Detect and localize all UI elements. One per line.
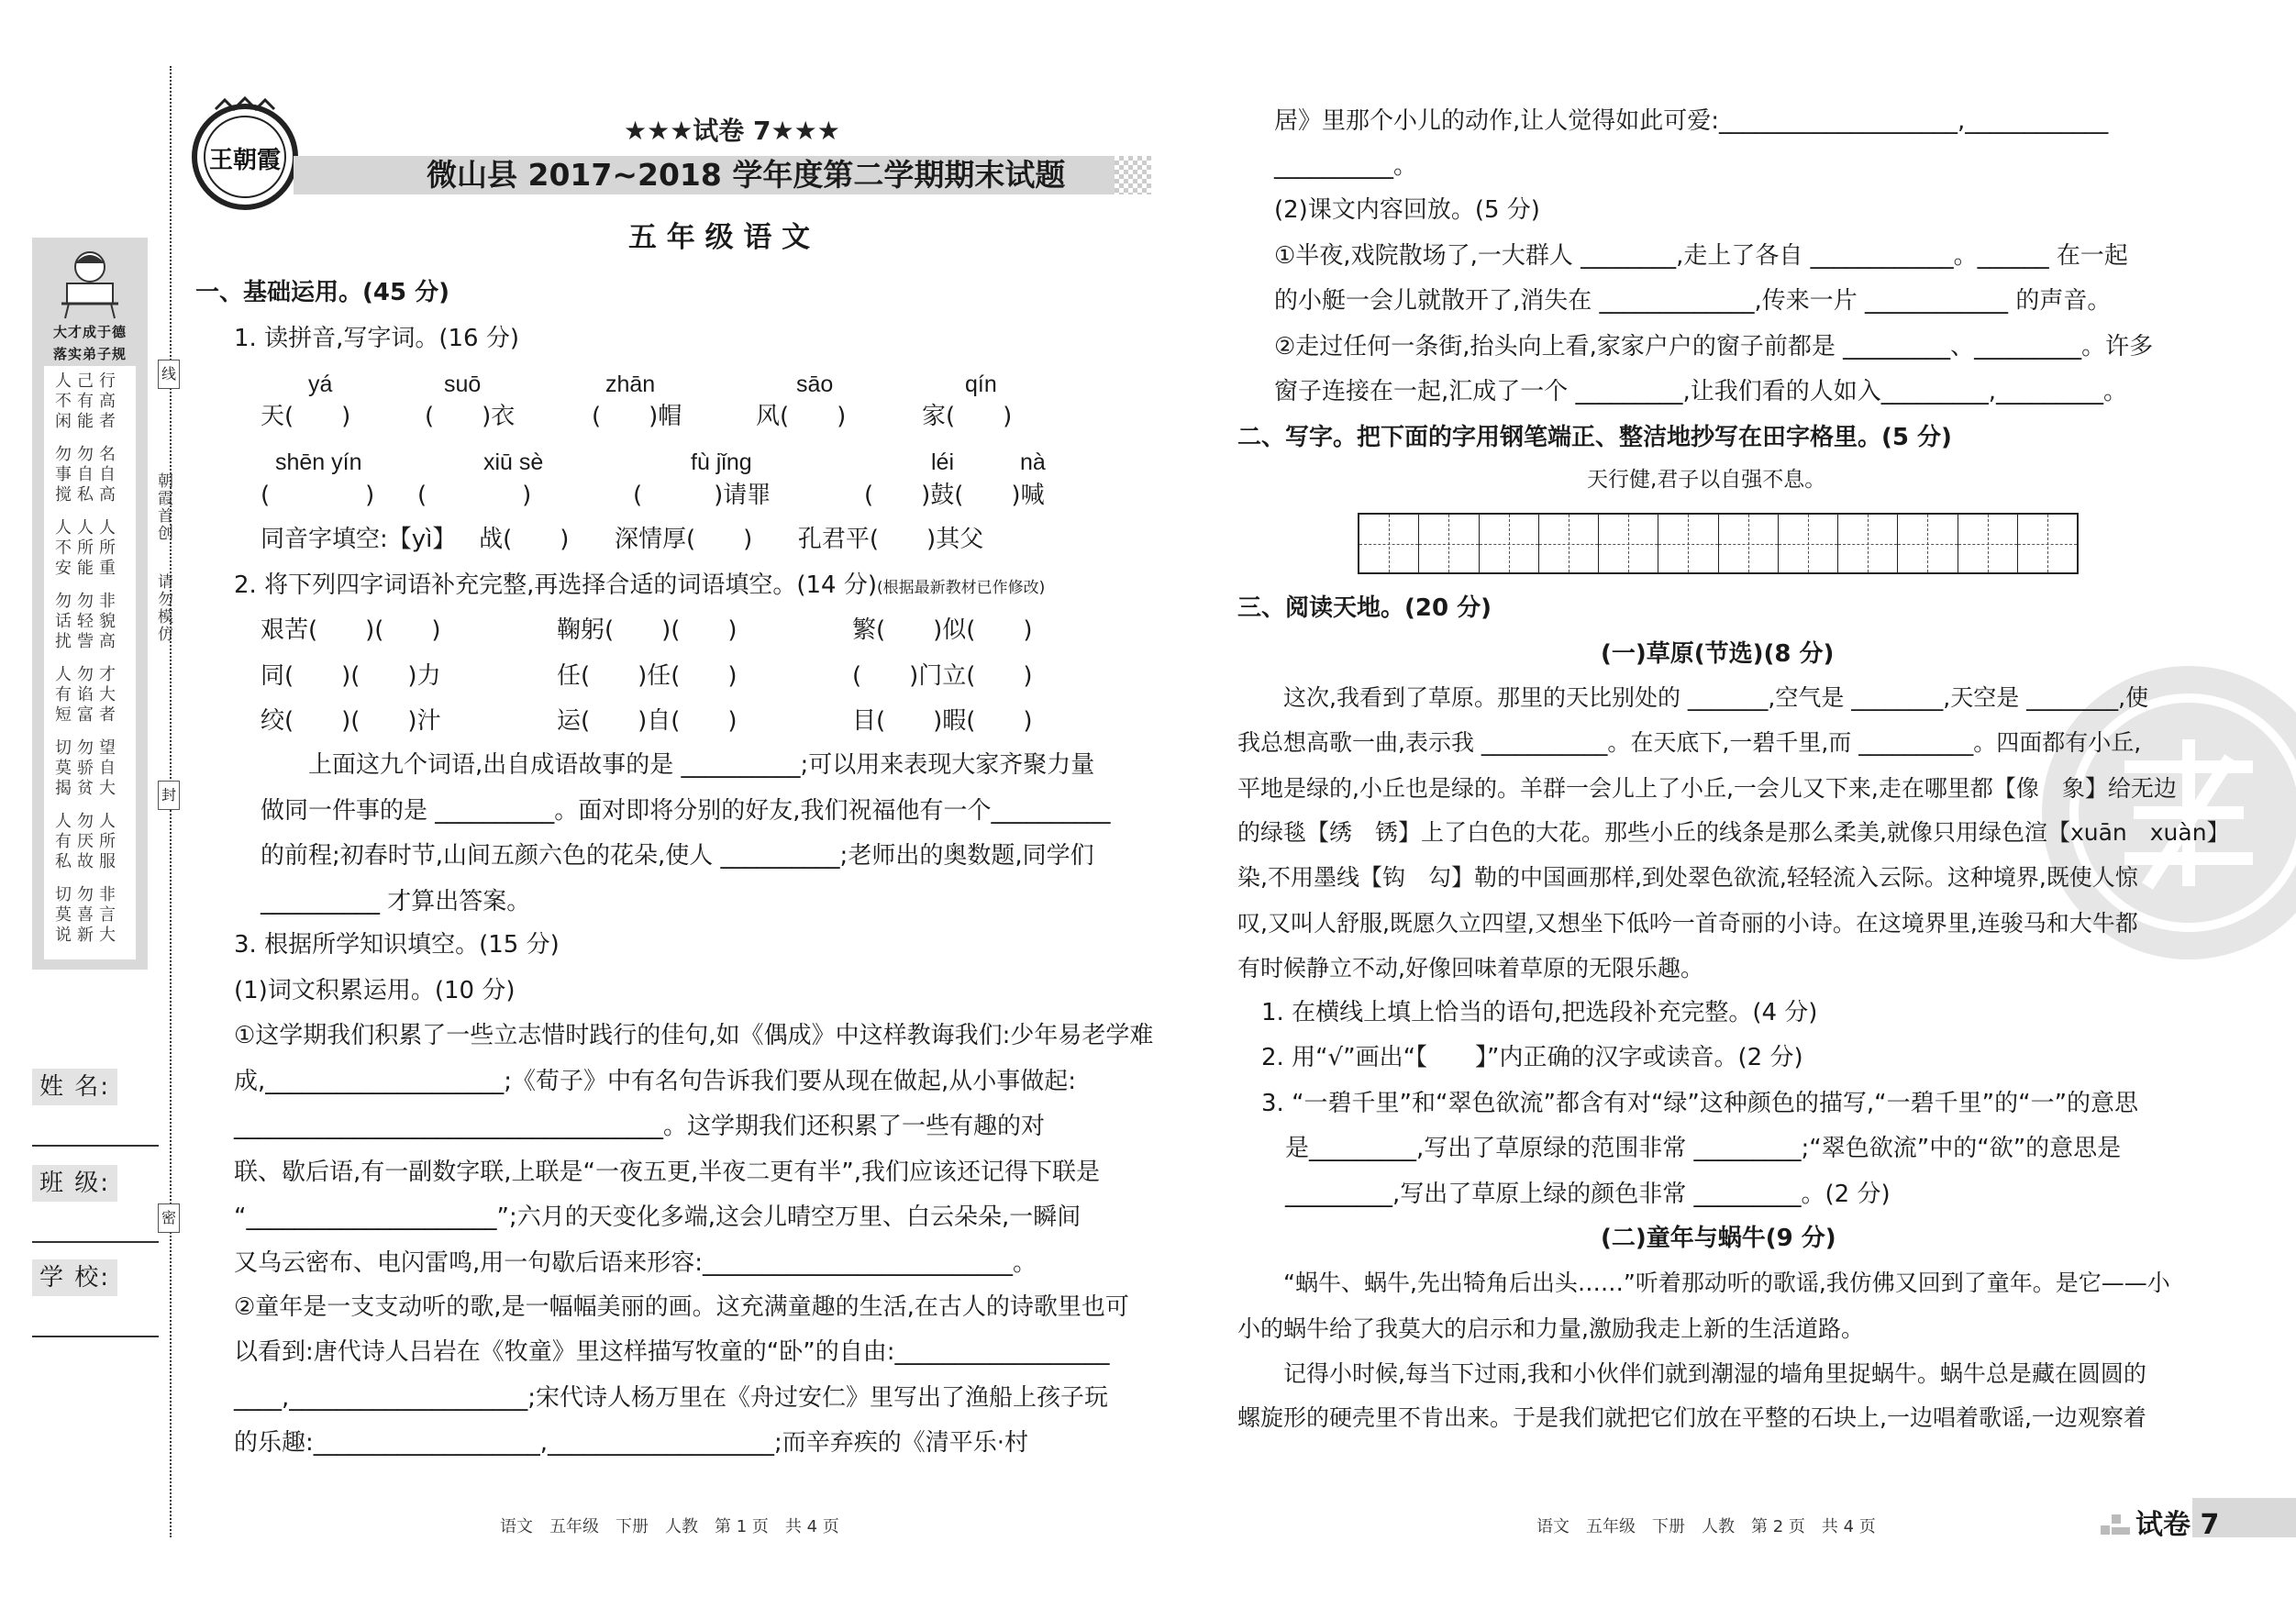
banner-pattern <box>1115 156 1151 194</box>
text-line: 上面这九个词语,出自成语故事的是 __________;可以用来表现大家齐聚力量 <box>261 751 1095 779</box>
paper-label: ★★★试卷 7★★★ <box>624 116 840 146</box>
rule-group: 勿勿名 事自自 搅私高 <box>55 445 121 505</box>
text-line[interactable]: 的绿毯【绣 锈】上了白色的大花。那些小丘的线条是那么柔美,就像只用绿色渲【xuān xuàn】 <box>1237 819 2230 846</box>
pinyin: suō <box>444 372 482 397</box>
text-line: 成,____________________;《荀子》中有名句告诉我们要从现在做起,从小事做起: <box>234 1068 1077 1095</box>
rule-group: 人己行 不有高 闲能者 <box>55 372 121 431</box>
idiom[interactable]: 运( )自( ) <box>557 707 738 735</box>
paper-tag-label: 试卷 7 <box>2135 1509 2220 1541</box>
seal-mark-seal: 封 <box>158 781 180 810</box>
publisher-logo <box>188 96 307 216</box>
seal-mark-secret: 密 <box>158 1203 180 1233</box>
rule-group: 人勿人 有厌所 私故服 <box>55 812 121 871</box>
vertical-note-1: 朝霞首创 <box>154 472 172 542</box>
text-line: 的乐趣:___________________,___________________;而辛弃疾的《清平乐·村 <box>234 1429 1029 1457</box>
idiom[interactable]: 任( )任( ) <box>557 662 738 690</box>
text-line: 我总想高歌一曲,表示我 ___________。在天底下,一碧千里,而 __________。四面都有小丘, <box>1237 729 2142 756</box>
grid-cell[interactable] <box>1658 515 1718 572</box>
text-line: ①半夜,戏院散场了,一大群人 ________,走上了各自 ____________。______ 在一起 <box>1274 242 2128 270</box>
seal-mark-line: 线 <box>158 360 180 389</box>
text-line: 的前程;初春时节,山间五颜六色的花朵,使人 __________;老师出的奥数题,同学们 <box>261 842 1094 870</box>
text-line[interactable]: 平地是绿的,小丘也是绿的。羊群一会儿上了小丘,一会儿又下来,走在哪里都【像 象】给无边 <box>1237 775 2177 802</box>
pinyin: nà <box>1020 449 1046 475</box>
grid-cell[interactable] <box>1359 515 1419 572</box>
grid-cell[interactable] <box>1838 515 1898 572</box>
question-1: 1. 读拼音,写字词。(16 分) <box>234 325 519 352</box>
text-line: 窗子连接在一起,汇成了一个 _________,让我们看的人如入_________,_________。 <box>1274 378 2128 405</box>
section-1-heading: 一、基础运用。(45 分) <box>195 279 449 306</box>
fill-word[interactable]: 天( ) <box>261 403 351 430</box>
text-line: __________。 <box>1274 152 1418 180</box>
idiom[interactable]: 绞( )( )汁 <box>261 707 441 735</box>
fill-word[interactable]: ( )帽 <box>592 403 682 430</box>
name-label: 姓 名: <box>32 1069 117 1105</box>
page-footer-1: 语文 五年级 下册 人教 第 1 页 共 4 页 <box>500 1517 839 1536</box>
reading-1-question: _________,写出了草原上绿的颜色非常 _________。(2 分) <box>1237 1181 1891 1208</box>
grid-cell[interactable] <box>1480 515 1539 572</box>
question-2: 2. 将下列四字词语补充完整,再选择合适的词语填空。(14 分)(根据最新教材已作修改) <box>234 571 1046 599</box>
writing-grid[interactable] <box>1358 513 2079 574</box>
paper-tag <box>2101 1498 2296 1541</box>
text-line: “蜗牛、蜗牛,先出犄角后出头……”听着那动听的歌谣,我仿佛又回到了童年。是它——小 <box>1237 1270 2170 1296</box>
motto-line-2: 落实弟子规 <box>52 346 127 362</box>
text-line: 记得小时候,每当下过雨,我和小伙伴们就到潮湿的墙角里捉蜗牛。蜗牛总是藏在圆圆的 <box>1237 1360 2146 1387</box>
idiom[interactable]: 鞠躬( )( ) <box>557 616 738 644</box>
idiom[interactable]: 繁( )似( ) <box>852 616 1033 644</box>
text-line: ②走过任何一条街,抬头向上看,家家户户的窗子前都是 _________、_________。许多 <box>1274 333 2154 360</box>
reading-1-question: 2. 用“√”画出“【 】”内正确的汉字或读音。(2 分) <box>1237 1044 1803 1071</box>
text-line: 以看到:唐代诗人吕岩在《牧童》里这样描写牧童的“卧”的自由:__________________ <box>234 1338 1110 1366</box>
question-2-note: (根据最新教材已作修改) <box>876 579 1046 597</box>
copy-text: 天行健,君子以自强不息。 <box>1587 468 1826 492</box>
grid-cell[interactable] <box>1898 515 1958 572</box>
rule-group: 勿勿非 话轻貌 扰訾高 <box>55 592 121 651</box>
pinyin: xiū sè <box>483 449 544 475</box>
text-line: ①这学期我们积累了一些立志惜时践行的佳句,如《偶成》中这样教诲我们:少年易老学难 <box>234 1022 1154 1049</box>
text-line: __________ 才算出答案。 <box>261 888 531 915</box>
page-footer-2: 语文 五年级 下册 人教 第 2 页 共 4 页 <box>1536 1517 1876 1536</box>
school-field[interactable] <box>32 1336 159 1337</box>
rule-group: 人勿才 有谄大 短富者 <box>55 665 121 725</box>
pinyin: yá <box>308 372 333 397</box>
text-line: 有时候静立不动,好像回味着草原的无限乐趣。 <box>1237 955 1703 981</box>
rule-group: 切勿非 莫喜言 说新大 <box>55 885 121 945</box>
school-label: 学 校: <box>32 1259 117 1296</box>
text-line: ____________________________________。这学期我们还积累了一些有趣的对 <box>234 1113 1046 1140</box>
text-line: “_____________________”;六月的天变化多端,这会儿晴空万里、白云朵朵,一瞬间 <box>234 1203 1081 1231</box>
rules-box <box>44 366 136 959</box>
pinyin: sāo <box>796 372 834 397</box>
reading-1-question: 是_________,写出了草原绿的范围非常 _________;“翠色欲流”中的“欲”的意思是 <box>1237 1135 2122 1162</box>
exam-subtitle: 五 年 级 语 文 <box>628 221 811 254</box>
fill-word[interactable]: 家( ) <box>922 403 1013 430</box>
fill-word[interactable]: ( )鼓( )喊 <box>864 482 1045 509</box>
reading-1-question: 3. “一碧千里”和“翠色欲流”都含有对“绿”这种颜色的描写,“一碧千里”的“一”的意思 <box>1237 1090 2139 1117</box>
fill-word[interactable]: ( )衣 <box>425 403 516 430</box>
text-line: 这次,我看到了草原。那里的天比别处的 _______,空气是 ________,天空是 ________,使 <box>1237 684 2149 711</box>
idiom[interactable]: 目( )暇( ) <box>852 707 1033 735</box>
grid-cell[interactable] <box>1719 515 1779 572</box>
name-field[interactable] <box>32 1145 159 1147</box>
class-field[interactable] <box>32 1241 159 1243</box>
text-line: 的小艇一会儿就散开了,消失在 _____________,传来一片 ____________ 的声音。 <box>1274 287 2112 315</box>
pinyin: fù jǐng <box>691 449 752 475</box>
class-label: 班 级: <box>32 1165 117 1202</box>
idiom[interactable]: 艰苦( )( ) <box>261 616 441 644</box>
vertical-note-2: 请勿模仿 <box>154 573 172 643</box>
text-line: 做同一件事的是 __________。面对即将分别的好友,我们祝福他有一个__________ <box>261 797 1111 825</box>
question-3-1: (1)词文积累运用。(10 分) <box>234 977 516 1004</box>
fill-word[interactable]: ( ) <box>261 482 375 509</box>
idiom[interactable]: ( )门立( ) <box>852 662 1033 690</box>
grid-cell[interactable] <box>1419 515 1479 572</box>
text-line: 联、歇后语,有一副数字联,上联是“一夜五更,半夜二更有半”,我们应该还记得下联是 <box>234 1159 1100 1186</box>
rule-group: 人人人 不所所 安能重 <box>55 518 121 578</box>
section-3-heading: 三、阅读天地。(20 分) <box>1237 594 1492 622</box>
pinyin: léi <box>931 449 955 475</box>
question-3-2: (2)课文内容回放。(5 分) <box>1274 196 1540 224</box>
text-line: ②童年是一支支动听的歌,是一幅幅美丽的画。这充满童趣的生活,在古人的诗歌里也可 <box>234 1293 1129 1321</box>
grid-cell[interactable] <box>1779 515 1838 572</box>
motto-line-1: 大才成于德 <box>52 324 127 340</box>
text-line: 螺旋形的硬壳里不肯出来。于是我们就把它们放在平整的石块上,一边唱着歌谣,一边观察着 <box>1237 1404 2146 1431</box>
fill-word[interactable]: 风( ) <box>756 403 847 430</box>
rules-sidebar <box>32 238 148 970</box>
fill-word[interactable]: ( )请罪 <box>633 482 771 509</box>
text-line: 居》里那个小儿的动作,让人觉得如此可爱:____________________,____________ <box>1274 107 2109 135</box>
text-line: 又乌云密布、电闪雷鸣,用一句歇后语来形容:__________________________。 <box>234 1249 1037 1277</box>
grid-cell[interactable] <box>1539 515 1599 572</box>
pinyin: shēn yín <box>275 449 362 475</box>
idiom[interactable]: 同( )( )力 <box>261 662 441 690</box>
svg-text:王朝霞: 王朝霞 <box>208 147 282 174</box>
section-2-heading: 二、写字。把下面的字用钢笔端正、整洁地抄写在田字格里。(5 分) <box>1237 424 1952 451</box>
grid-cell[interactable] <box>1599 515 1658 572</box>
homophone-row[interactable]: 同音字填空:【yì】 战( ) 深情厚( ) 孔君平( )其父 <box>261 526 984 553</box>
reading-1-title: (一)草原(节选)(8 分) <box>1601 640 1835 668</box>
student-cartoon-icon <box>58 247 122 320</box>
exam-title: 微山县 2017~2018 学年度第二学期期末试题 <box>427 157 1066 193</box>
question-3: 3. 根据所学知识填空。(15 分) <box>234 931 560 959</box>
text-line: 叹,又叫人舒服,既愿久立四望,又想坐下低吟一首奇丽的小诗。在这境界里,连骏马和大牛都 <box>1237 910 2138 937</box>
grid-cell[interactable] <box>2018 515 2077 572</box>
grid-cell[interactable] <box>1958 515 2018 572</box>
pinyin: zhān <box>605 372 656 397</box>
rule-group: 切勿望 莫骄自 揭贫大 <box>55 738 121 798</box>
text-line[interactable]: 染,不用墨线【钩 勾】勒的中国画那样,到处翠色欲流,轻轻流入云际。这种境界,既使人惊 <box>1237 864 2138 891</box>
pinyin: qín <box>965 372 997 397</box>
text-line: 小的蜗牛给了我莫大的启示和力量,激励我走上新的生活道路。 <box>1237 1315 1864 1342</box>
reading-1-question: 1. 在横线上填上恰当的语句,把选段补充完整。(4 分) <box>1237 999 1818 1026</box>
text-line: ____,____________________;宋代诗人杨万里在《舟过安仁》里写出了渔船上孩子玩 <box>234 1384 1109 1412</box>
reading-2-title: (二)童年与蜗牛(9 分) <box>1601 1225 1836 1252</box>
fill-word[interactable]: ( ) <box>417 482 532 509</box>
